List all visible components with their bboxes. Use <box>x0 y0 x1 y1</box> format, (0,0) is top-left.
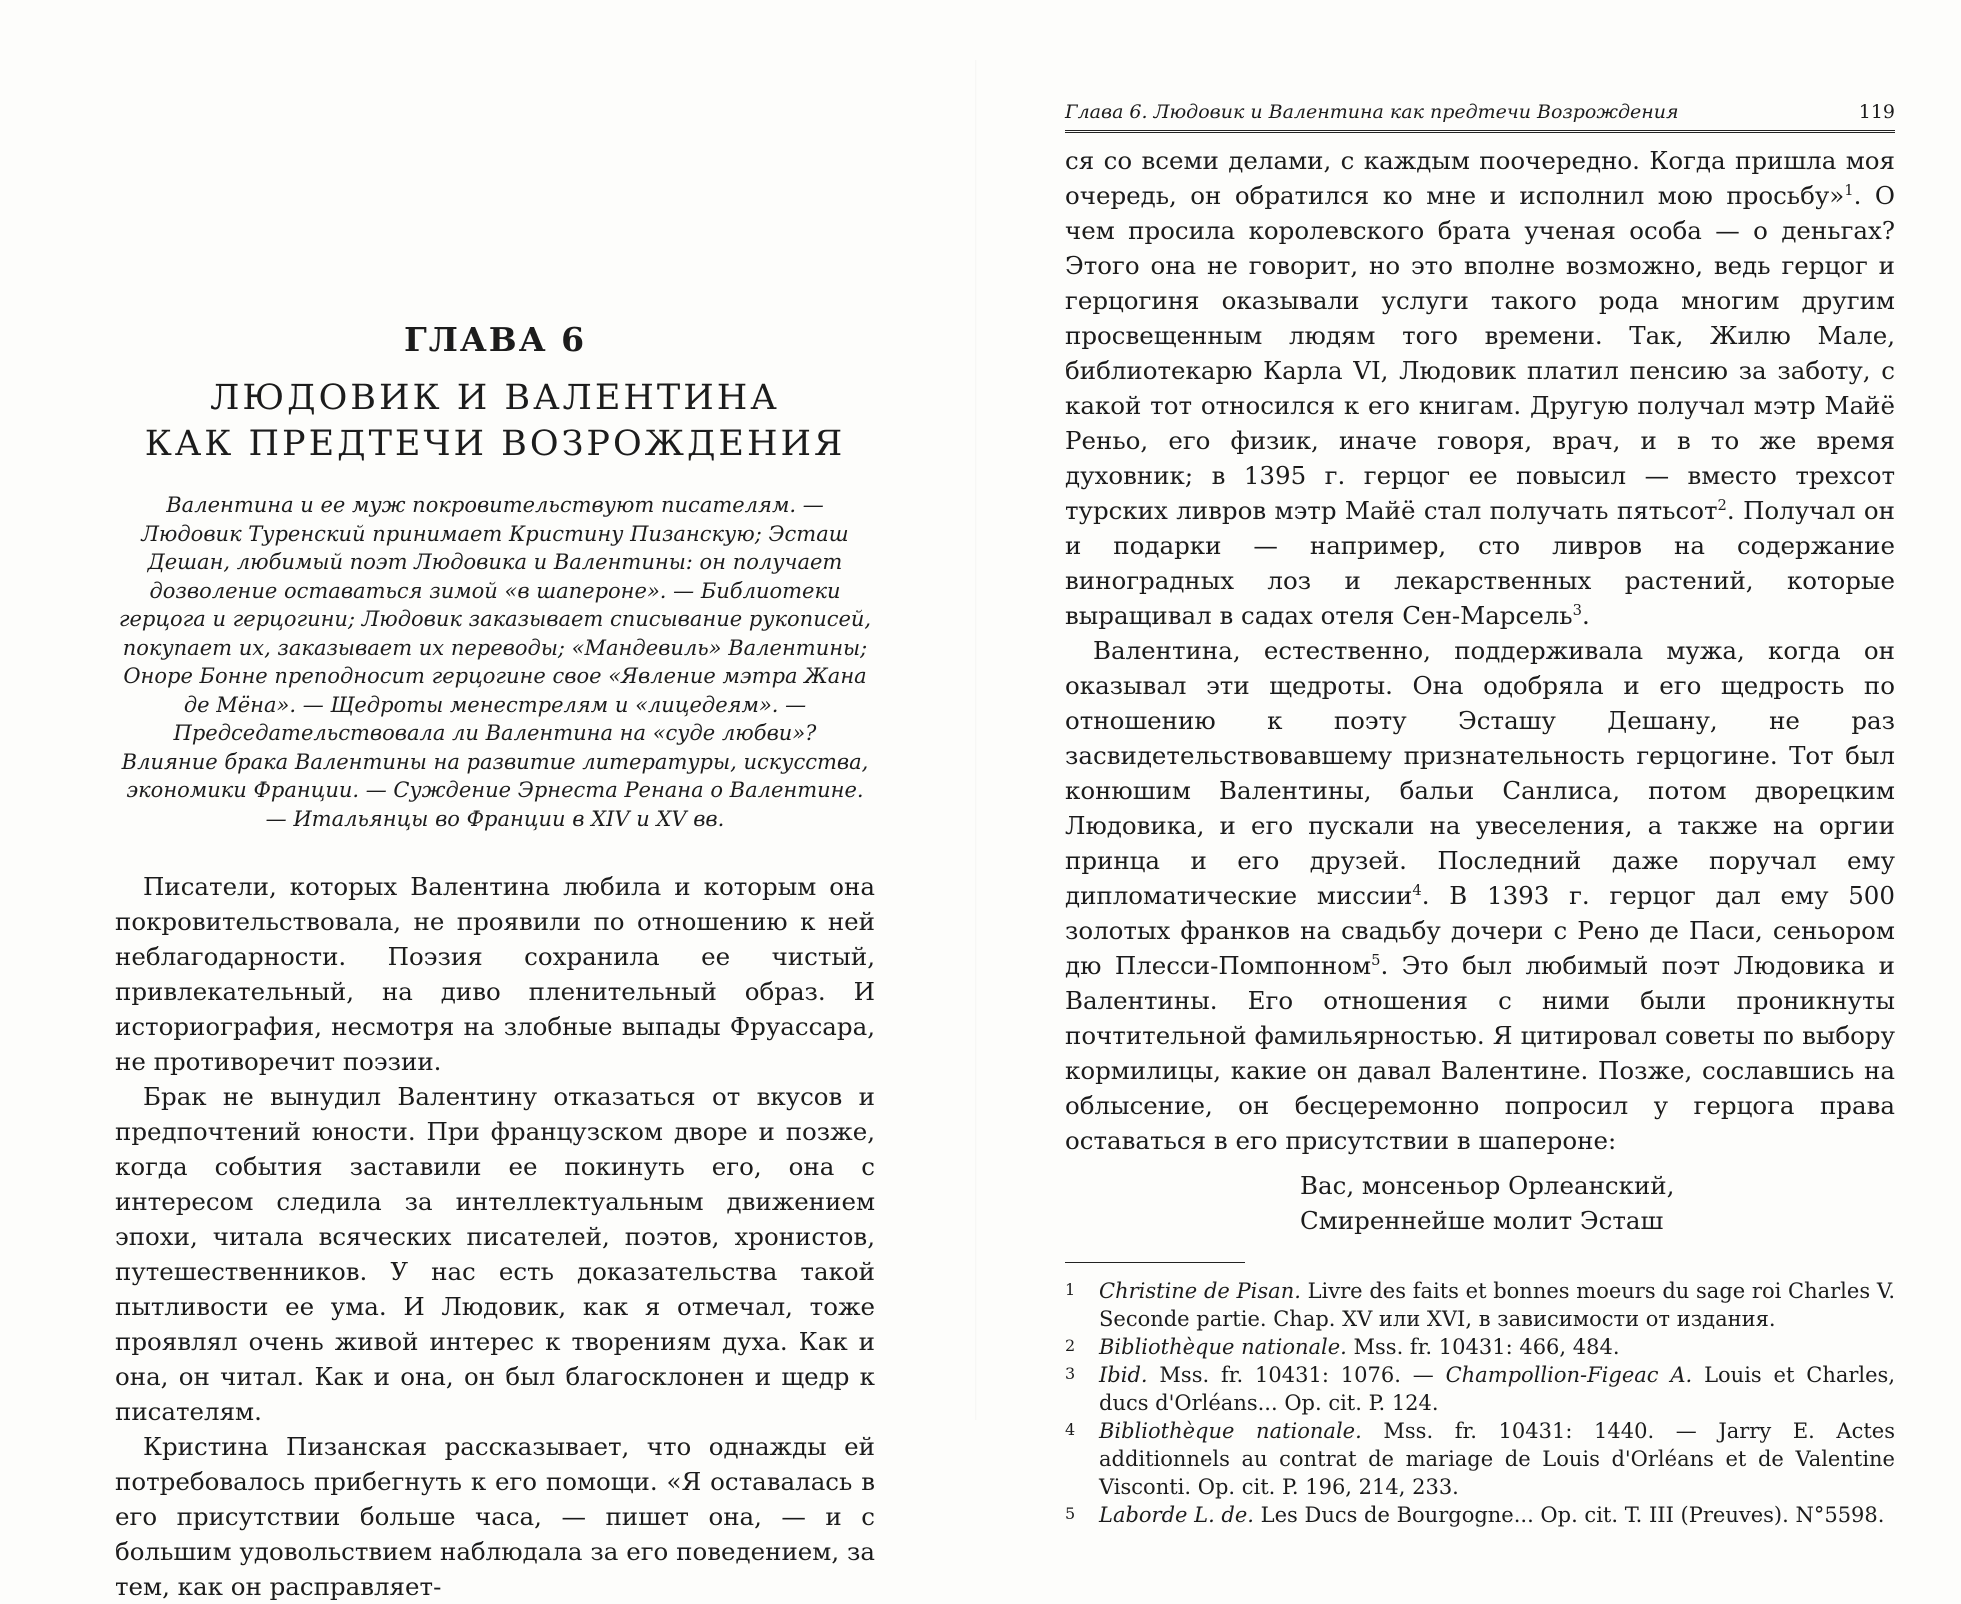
chapter-title-line-2: КАК ПРЕДТЕЧИ ВОЗРОЖДЕНИЯ <box>144 424 846 464</box>
footnote-author: Bibliothèque nationale. <box>1099 1335 1347 1359</box>
footnote <box>1065 1361 1895 1417</box>
footnote-ref[interactable]: 2 <box>1717 496 1727 514</box>
footnote-author: Bibliothèque nationale. <box>1099 1419 1362 1443</box>
footnote-body: Mss. fr. 10431: 466, 484. <box>1346 1335 1620 1359</box>
paragraph <box>1065 143 1895 633</box>
verse-line: Вас, монсеньор Орлеанский, <box>1300 1171 1675 1200</box>
paragraph: Кристина Пизанская рассказывает, что однажды ей потребовалось прибегнуть к его помощи. «Я оставалась в его присутствии больше часа, — пишет она, — и с большим удовольствием наблюдала за его поведением, за тем, как он расправляет- <box>115 1432 875 1601</box>
footnote-body: Mss. fr. 10431: 1440. — Jarry E. Actes additionnels au contrat de mariage de Louis d'Orléans et de Valentine Visconti. Op. cit. P. 196, 214, 233. <box>1099 1419 1896 1499</box>
text-run: ся со всеми делами, с каждым поочередно. Когда пришла моя очередь, он обратился ко мне и исполнил мою просьбу» <box>1065 146 1895 210</box>
footnotes <box>1065 1277 1895 1529</box>
footnote-ref[interactable]: 4 <box>1412 881 1422 899</box>
running-head-title: Глава 6. Людовик и Валентина как предтечи Возрождения <box>1065 101 1679 123</box>
chapter-number: ГЛАВА 6 <box>403 320 587 359</box>
footnote-mark: 3 <box>1065 1364 1076 1383</box>
footnote-body: Les Ducs de Bourgogne... Op. cit. T. III (Preuves). N°5598. <box>1253 1503 1885 1527</box>
left-body-text <box>115 869 875 1604</box>
verse-quote <box>1300 1168 1895 1238</box>
footnote-ref[interactable]: 1 <box>1844 181 1854 199</box>
chapter-title-line-1: ЛЮДОВИК И ВАЛЕНТИНА <box>210 378 780 418</box>
footnote-author: Champollion-Figeac A. <box>1445 1363 1693 1387</box>
footnote-body: Louis et Charles, ducs d'Orléans... Op. cit. P. 124. <box>1099 1363 1895 1415</box>
epigraph-paragraph: Влияние брака Валентины на развитие литературы, искусства, экономики Франции. — Суждение Эрнеста Ренана о Валентине. — Итальянцы во Франции в XIV и XV вв. <box>121 749 869 831</box>
text-run: . <box>1581 601 1590 630</box>
footnote-divider <box>1065 1262 1245 1263</box>
running-head <box>1065 100 1895 133</box>
text-run: . В 1393 г. герцог дал ему 500 золотых франков на свадьбу дочери с Рено де Паси, сеньором дю Плесси-Помпонном <box>1065 881 1895 980</box>
footnote <box>1065 1277 1895 1333</box>
footnote-ref[interactable]: 3 <box>1572 601 1582 619</box>
book-gutter <box>975 60 977 1420</box>
right-page <box>1040 0 1961 1527</box>
text-run: . Получал он и подарки — например, сто ливров на содержание виноградных лоз и лекарственных растений, которые выращивал в садах отеля Сен-Марсель <box>1065 496 1895 630</box>
paragraph: Брак не вынудил Валентину отказаться от вкусов и предпочтений юности. При французском дворе и позже, когда события заставили ее покинуть его, она с интересом следила за интеллектуальным движением эпохи, читала всяческих писателей, поэтов, хронистов, путешественников. У нас есть доказательства такой пытливости ее ума. И Людовик, как я отмечал, тоже проявлял очень живой интерес к творениям духа. Как и она, он читал. Как и она, он был благосклонен и щедр к писателям. <box>115 1082 875 1426</box>
footnote-mark: 2 <box>1065 1336 1076 1355</box>
text-run: . О чем просила королевского брата ученая особа — о деньгах? Этого она не говорит, но это вполне возможно, ведь герцог и герцогиня оказывали услуги такого рода многим другим просвещенным людям того времени. Так, Жилю Мале, библиотекарю Карла VI, Людовик платил пенсию за заботу, с какой тот относился к его книгам. Другую получал мэтр Майё Реньо, его физик, иначе говоря, врач, и в то же время духовник; в 1395 г. герцог ее повысил — вместо трехсот турских ливров мэтр Майё стал получать пятьсот <box>1065 181 1895 525</box>
footnote-author: Ibid. <box>1099 1363 1148 1387</box>
footnote-text <box>1099 1361 1895 1417</box>
footnote-text <box>1099 1277 1895 1333</box>
footnote <box>1065 1417 1895 1501</box>
footnote-author: Laborde L. de. <box>1099 1503 1254 1527</box>
footnote <box>1065 1501 1895 1529</box>
chapter-title <box>115 375 875 467</box>
text-run: . Это был любимый поэт Людовика и Валентины. Его отношения с ними были проникнуты почтительной фамильярностью. Я цитировал советы по выбору кормилицы, какие он давал Валентине. Позже, сославшись на облысение, он бесцеремонно попросил у герцога права оставаться в его присутствии в шапероне: <box>1065 951 1896 1155</box>
left-page <box>0 0 960 1601</box>
footnote-text <box>1099 1417 1895 1501</box>
footnote-text <box>1099 1333 1895 1361</box>
footnote-mark: 1 <box>1065 1280 1076 1299</box>
paragraph <box>1065 633 1895 1158</box>
verse-line: Смиреннейше молит Эсташ <box>1300 1206 1664 1235</box>
footnote-text <box>1099 1501 1895 1529</box>
footnote-mark: 4 <box>1065 1420 1076 1439</box>
epigraph-paragraph: Валентина и ее муж покровительствуют писателям. — Людовик Туренский принимает Кристину Пизанскую; Эсташ Дешан, любимый поэт Людовика и Валентины: он получает дозволение оставаться зимой «в шапероне». — Библиотеки герцога и герцогини; Людовик заказывает списывание рукописей, покупает их, заказывает их переводы; «Мандевиль» Валентины; Оноре Бонне преподносит герцогине свое «Явление мэтра Жана де Мёна». — Щедроты менестрелям и «лицедеям». — Председательствовала ли Валентина на «суде любви»? <box>118 493 872 745</box>
footnote-mark: 5 <box>1065 1504 1076 1523</box>
footnote-body: Livre des faits et bonnes moeurs du sage roi Charles V. Seconde partie. Chap. XV или XVI, в зависимости от издания. <box>1099 1279 1895 1331</box>
right-body-text <box>1065 143 1895 1158</box>
footnote-ref[interactable]: 5 <box>1371 951 1381 969</box>
paragraph: Писатели, которых Валентина любила и которым она покровительствовала, не проявили по отношению к ней неблагодарности. Поэзия сохранила ее чистый, привлекательный, на диво пленительный образ. И историография, несмотря на злобные выпады Фруассара, не противоречит поэзии. <box>115 872 875 1076</box>
chapter-epigraph <box>115 491 875 833</box>
page-number: 119 <box>1858 101 1895 123</box>
footnote <box>1065 1333 1895 1361</box>
text-run: Валентина, естественно, поддерживала мужа, когда он оказывал эти щедроты. Она одобряла и его щедрость по отношению к поэту Эсташу Дешану, не раз засвидетельствовавшему признательность герцогине. Тот был конюшим Валентины, бальи Санлиса, потом дворецким Людовика, и его пускали на увеселения, а также на оргии принца и его друзей. Последний даже поручал ему дипломатические миссии <box>1065 636 1895 910</box>
footnote-author: Christine de Pisan. <box>1099 1279 1301 1303</box>
footnote-body: Mss. fr. 10431: 1076. — <box>1147 1363 1446 1387</box>
